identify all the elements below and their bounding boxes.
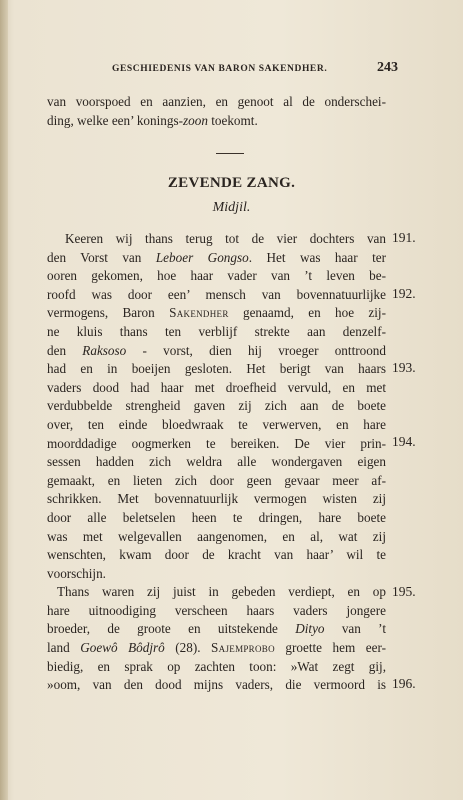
text-line: den Raksoso - vorst, dien hij vroeger onttroond bbox=[47, 342, 386, 358]
margin-number: 192. bbox=[392, 286, 416, 301]
running-title: GESCHIEDENIS VAN BARON SAKENDHER. bbox=[112, 64, 328, 74]
text-line: Keeren wij thans terug tot de vier dochters van bbox=[65, 231, 386, 246]
section-subtitle: Midjil. bbox=[212, 200, 251, 215]
text-line: biedig, en sprak op zachten toon: »Wat zegt gij, bbox=[47, 658, 386, 674]
page-edge bbox=[0, 0, 8, 800]
margin-number: 193. bbox=[392, 360, 416, 375]
margin-number: 196. bbox=[392, 676, 416, 691]
section-divider bbox=[216, 153, 244, 154]
text-line: van voorspoed en aanzien, en genoot al de onderschei- bbox=[47, 94, 386, 109]
text-line: gemaakt, en lieten zich door geen gevaar meer af- bbox=[47, 472, 386, 488]
text-line: broeder, de groote en uitstekende Dityo van ’t bbox=[47, 621, 387, 637]
margin-number: 195. bbox=[392, 584, 416, 599]
text-line: Thans waren zij juist in gebeden verdiept, en op bbox=[57, 584, 386, 600]
margin-number: 194. bbox=[392, 434, 416, 449]
text-line: ding, welke een’ konings-zoon toekomt. bbox=[47, 112, 258, 128]
text-line: voorschijn. bbox=[47, 565, 106, 581]
text-line: moorddadige oogmerken te bereiken. De vier prin- bbox=[47, 435, 386, 451]
text-line: was met welgevallen aangenomen, en al, wat zij bbox=[47, 528, 386, 544]
text-line: vermogens, Baron Sakendher genaamd, en hoe zij- bbox=[47, 305, 386, 321]
text-line: sessen hadden zich weldra alle wondergaven eigen bbox=[47, 454, 386, 470]
text-line: vaders dood had haar met droefheid vervuld, en met bbox=[47, 379, 386, 395]
text-line: had en in boeijen gesloten. Het berigt van haars bbox=[47, 361, 386, 377]
text-line: door alle beletselen heen te dringen, hare boete bbox=[47, 509, 386, 525]
section-title: ZEVENDE ZANG. bbox=[167, 175, 296, 191]
margin-number: 191. bbox=[392, 230, 416, 245]
text-line: den Vorst van Leboer Gongso. Het was haar ter bbox=[47, 249, 386, 265]
text-line: land Goewô Bôdjrô (28). Sajemprobo groette hem eer- bbox=[47, 640, 386, 656]
body-text bbox=[47, 230, 386, 695]
text-line: »oom, van den dood mijns vaders, die vermoord is bbox=[47, 677, 386, 693]
text-line: wenschten, kwam door de kracht van haar’ wil te bbox=[47, 547, 386, 563]
text-line: over, ten einde bloedwraak te verwerven, en hare bbox=[47, 416, 386, 432]
text-line: verdubbelde strengheid gaven zij zich aan de boete bbox=[47, 398, 386, 414]
text-line: schrikken. Met bovennatuurlijk vermogen wisten zij bbox=[47, 491, 386, 507]
text-line: ne kluis thans ten verblijf strekte aan denzelf- bbox=[47, 323, 386, 339]
page-number: 243 bbox=[377, 60, 398, 75]
intro-paragraph bbox=[47, 93, 386, 130]
text-line: hare uitnoodiging verscheen haars vaders jongere bbox=[47, 602, 386, 618]
text-line: ooren gekomen, hoe haar vader van ’t leven be- bbox=[47, 268, 386, 284]
text-line: roofd was door een’ mensch van bovennatuurlijke bbox=[47, 286, 386, 302]
